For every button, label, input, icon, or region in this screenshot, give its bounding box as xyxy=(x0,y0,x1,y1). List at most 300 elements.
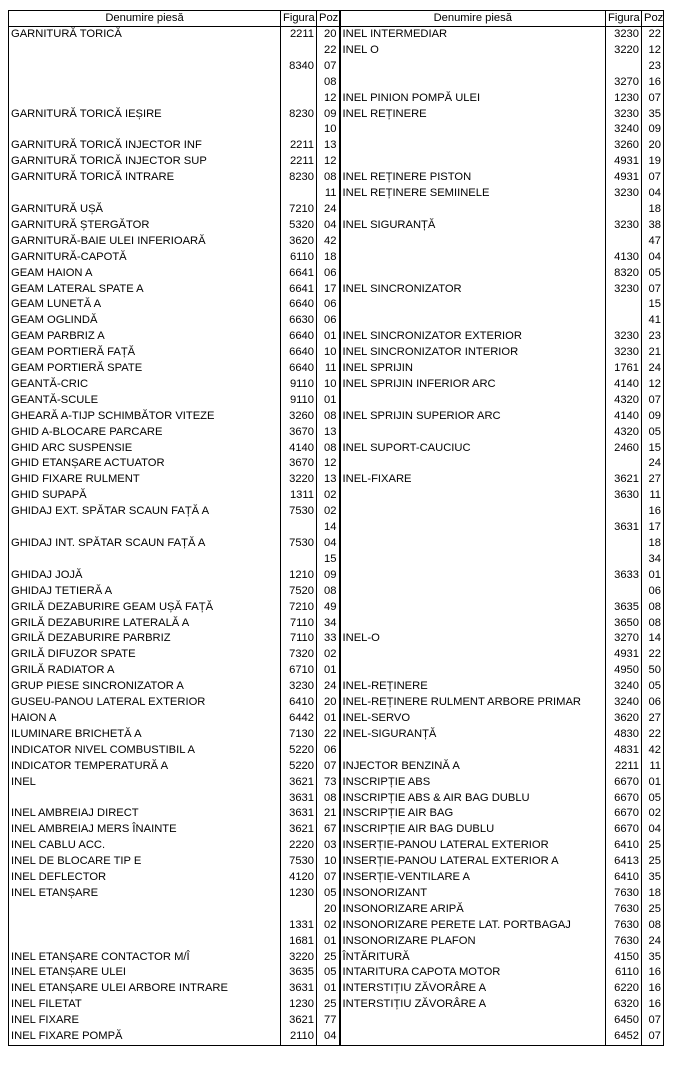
position-number: 09 xyxy=(317,568,339,584)
table-row xyxy=(340,775,664,791)
part-name: INEL FIXARE POMPĂ xyxy=(11,1030,123,1043)
figure-number: 3633 xyxy=(606,568,642,584)
part-name: GHIDAJ EXT. SPĂTAR SCAUN FAȚĂ A xyxy=(11,505,210,518)
part-name xyxy=(340,1013,606,1029)
table-row xyxy=(9,377,339,393)
position-number: 34 xyxy=(642,552,664,568)
table-row xyxy=(340,1029,664,1045)
position-number: 07 xyxy=(317,870,339,886)
figure-number xyxy=(281,186,317,202)
figure-number xyxy=(281,902,317,918)
part-name: INEL SUPORT-CAUCIUC xyxy=(342,441,471,454)
position-number: 08 xyxy=(317,75,339,91)
position-number: 18 xyxy=(642,886,664,902)
position-number: 01 xyxy=(317,981,339,997)
header-poz: Poz xyxy=(317,11,339,27)
position-number: 20 xyxy=(317,902,339,918)
part-name: GARNITURĂ ȘTERGĂTOR xyxy=(11,218,150,231)
part-name: INEL SIGURANȚĂ xyxy=(342,218,436,231)
table-row xyxy=(340,170,664,186)
position-number: 34 xyxy=(317,616,339,632)
figure-number: 3240 xyxy=(606,122,642,138)
part-name: GEANTĂ-SCULE xyxy=(11,393,99,406)
part-name: GUSEU-PANOU LATERAL EXTERIOR xyxy=(11,696,206,709)
table-row xyxy=(340,43,664,59)
figure-number xyxy=(281,552,317,568)
position-number: 03 xyxy=(317,838,339,854)
figure-number: 3631 xyxy=(606,520,642,536)
part-name: GARNITURĂ TORICĂ INTRARE xyxy=(11,171,175,184)
table-row xyxy=(9,91,339,107)
part-name: GHIDAJ JOJĂ xyxy=(11,568,83,581)
position-number: 19 xyxy=(642,154,664,170)
position-number: 18 xyxy=(642,536,664,552)
figure-number: 6640 xyxy=(281,329,317,345)
figure-number: 4130 xyxy=(606,250,642,266)
table-row xyxy=(340,266,664,282)
figure-number: 6442 xyxy=(281,711,317,727)
position-number: 35 xyxy=(642,950,664,966)
position-number: 24 xyxy=(317,202,339,218)
figure-number: 6410 xyxy=(606,838,642,854)
position-number: 07 xyxy=(317,59,339,75)
part-name: INSCRIPȚIE ABS xyxy=(342,775,431,788)
figure-number: 6110 xyxy=(281,250,317,266)
figure-number: 6410 xyxy=(281,695,317,711)
part-name xyxy=(340,488,606,504)
part-name: GRUP PIESE SINCRONIZATOR A xyxy=(11,680,184,693)
table-row xyxy=(9,218,339,234)
table-row xyxy=(340,997,664,1013)
part-name: INEL-SERVO xyxy=(342,711,411,724)
parts-table-left xyxy=(8,10,339,1046)
part-name: GEAM PORTIERĂ FAȚĂ xyxy=(11,346,136,359)
part-name: GARNITURĂ-CAPOTĂ xyxy=(11,250,127,263)
figure-number xyxy=(606,202,642,218)
part-name: INEL xyxy=(11,775,36,788)
part-name: INEL SPRIJIN xyxy=(342,362,413,375)
table-row xyxy=(9,170,339,186)
figure-number: 3621 xyxy=(281,775,317,791)
part-name: INTERSTIȚIU ZĂVORÂRE A xyxy=(342,982,487,995)
position-number: 08 xyxy=(317,409,339,425)
position-number: 22 xyxy=(317,43,339,59)
table-row xyxy=(340,488,664,504)
position-number: 07 xyxy=(642,1029,664,1045)
position-number: 11 xyxy=(317,361,339,377)
table-row xyxy=(9,154,339,170)
table-row xyxy=(340,75,664,91)
figure-number xyxy=(606,456,642,472)
figure-number: 8230 xyxy=(281,170,317,186)
figure-number: 6640 xyxy=(281,345,317,361)
figure-number: 6640 xyxy=(281,361,317,377)
table-row xyxy=(340,59,664,75)
table-row xyxy=(340,218,664,234)
part-name: GHID ARC SUSPENSIE xyxy=(11,441,133,454)
position-number: 22 xyxy=(317,727,339,743)
figure-number: 1311 xyxy=(281,488,317,504)
table-row xyxy=(340,791,664,807)
table-row xyxy=(9,488,339,504)
position-number: 07 xyxy=(642,393,664,409)
table-row xyxy=(340,186,664,202)
position-number: 38 xyxy=(642,218,664,234)
table-row xyxy=(9,266,339,282)
table-row xyxy=(340,27,664,43)
part-name xyxy=(9,59,281,75)
figure-number: 6670 xyxy=(606,775,642,791)
part-name xyxy=(340,584,606,600)
position-number: 08 xyxy=(317,441,339,457)
figure-number: 3220 xyxy=(606,43,642,59)
position-number: 23 xyxy=(642,59,664,75)
header-row xyxy=(340,11,664,27)
figure-number: 2211 xyxy=(606,759,642,775)
position-number: 09 xyxy=(317,107,339,123)
figure-number: 7630 xyxy=(606,934,642,950)
figure-number: 3621 xyxy=(281,1013,317,1029)
figure-number: 1230 xyxy=(606,91,642,107)
position-number: 02 xyxy=(317,488,339,504)
part-name xyxy=(340,568,606,584)
table-row xyxy=(340,250,664,266)
header-name: Denumire piesă xyxy=(340,11,606,27)
table-row xyxy=(9,329,339,345)
figure-number: 6641 xyxy=(281,282,317,298)
figure-number: 9110 xyxy=(281,377,317,393)
table-row xyxy=(340,409,664,425)
table-row xyxy=(340,902,664,918)
part-name: INEL DEFLECTOR xyxy=(11,871,107,884)
position-number: 05 xyxy=(642,266,664,282)
figure-number: 7520 xyxy=(281,584,317,600)
part-name: GARNITURĂ TORICĂ xyxy=(11,28,122,40)
position-number: 17 xyxy=(317,282,339,298)
parts-table-right xyxy=(339,10,665,1046)
part-name xyxy=(340,520,606,536)
figure-number: 3260 xyxy=(606,138,642,154)
position-number: 35 xyxy=(642,107,664,123)
figure-number: 4931 xyxy=(606,170,642,186)
table-row xyxy=(340,918,664,934)
figure-number: 6452 xyxy=(606,1029,642,1045)
table-row xyxy=(9,584,339,600)
figure-number: 5320 xyxy=(281,218,317,234)
table-row xyxy=(9,631,339,647)
figure-number: 7630 xyxy=(606,886,642,902)
table-row xyxy=(340,361,664,377)
figure-number: 1331 xyxy=(281,918,317,934)
part-name: INEL SPRIJIN INFERIOR ARC xyxy=(342,377,496,390)
table-row xyxy=(9,234,339,250)
part-name: INEL AMBREIAJ MERS ÎNAINTE xyxy=(11,823,177,836)
position-number: 12 xyxy=(317,154,339,170)
part-name xyxy=(340,393,606,409)
part-name: GHEARĂ A-TIJP SCHIMBĂTOR VITEZE xyxy=(11,409,215,422)
table-row xyxy=(9,202,339,218)
header-figura: Figura xyxy=(606,11,642,27)
position-number: 11 xyxy=(317,186,339,202)
table-row xyxy=(9,297,339,313)
table-row xyxy=(9,934,339,950)
header-name: Denumire piesă xyxy=(9,11,281,27)
table-row xyxy=(9,806,339,822)
part-name: INSCRIPȚIE AIR BAG xyxy=(342,807,454,820)
table-row xyxy=(340,520,664,536)
position-number: 05 xyxy=(642,425,664,441)
part-name xyxy=(340,1029,606,1045)
position-number: 02 xyxy=(317,918,339,934)
position-number: 08 xyxy=(642,616,664,632)
figure-number: 2211 xyxy=(281,154,317,170)
figure-number: 3230 xyxy=(606,107,642,123)
part-name: INEL O xyxy=(342,43,379,56)
position-number: 17 xyxy=(642,520,664,536)
part-name xyxy=(9,43,281,59)
figure-number: 2211 xyxy=(281,27,317,43)
part-name: INEL AMBREIAJ DIRECT xyxy=(11,807,139,820)
part-name: HAION A xyxy=(11,711,57,724)
position-number: 02 xyxy=(317,504,339,520)
table-row xyxy=(9,600,339,616)
table-row xyxy=(340,393,664,409)
figure-number: 4830 xyxy=(606,727,642,743)
position-number: 22 xyxy=(642,27,664,43)
part-name: INSERȚIE-PANOU LATERAL EXTERIOR xyxy=(342,839,549,852)
part-name xyxy=(340,536,606,552)
figure-number: 7530 xyxy=(281,536,317,552)
table-row xyxy=(9,425,339,441)
table-row xyxy=(9,138,339,154)
figure-number: 7130 xyxy=(281,727,317,743)
position-number: 20 xyxy=(317,27,339,43)
position-number: 42 xyxy=(317,234,339,250)
part-name: INEL PINION POMPĂ ULEI xyxy=(342,91,481,104)
figure-number: 1681 xyxy=(281,934,317,950)
part-name: INEL-O xyxy=(342,632,380,645)
position-number: 02 xyxy=(642,806,664,822)
figure-number: 3230 xyxy=(606,329,642,345)
part-name xyxy=(9,934,281,950)
position-number: 04 xyxy=(317,218,339,234)
table-row xyxy=(9,107,339,123)
table-row xyxy=(9,552,339,568)
table-row xyxy=(9,568,339,584)
position-number: 08 xyxy=(317,584,339,600)
position-number: 27 xyxy=(642,472,664,488)
part-name xyxy=(340,266,606,282)
part-name: INDICATOR TEMPERATURĂ A xyxy=(11,759,169,772)
position-number: 67 xyxy=(317,822,339,838)
table-row xyxy=(340,806,664,822)
table-row xyxy=(340,616,664,632)
position-number: 16 xyxy=(642,75,664,91)
position-number: 22 xyxy=(642,727,664,743)
table-row xyxy=(340,727,664,743)
table-row xyxy=(340,568,664,584)
part-name xyxy=(9,122,281,138)
position-number: 25 xyxy=(642,902,664,918)
figure-number: 7210 xyxy=(281,600,317,616)
part-name: GHIDAJ TETIERĂ A xyxy=(11,584,113,597)
position-number: 12 xyxy=(317,91,339,107)
position-number: 08 xyxy=(317,791,339,807)
position-number: 06 xyxy=(317,297,339,313)
part-name: INEL ETANȘARE CONTACTOR M/Î xyxy=(11,950,190,963)
figure-number xyxy=(281,122,317,138)
figure-number: 2220 xyxy=(281,838,317,854)
position-number: 47 xyxy=(642,234,664,250)
table-row xyxy=(340,536,664,552)
part-name: GARNITURĂ TORICĂ INJECTOR INF xyxy=(11,139,202,152)
part-name: INEL CABLU ACC. xyxy=(11,839,106,852)
position-number: 25 xyxy=(642,838,664,854)
position-number: 21 xyxy=(317,806,339,822)
part-name xyxy=(340,202,606,218)
figure-number: 7210 xyxy=(281,202,317,218)
table-row xyxy=(9,345,339,361)
figure-number: 7530 xyxy=(281,504,317,520)
position-number: 25 xyxy=(642,854,664,870)
position-number: 10 xyxy=(317,854,339,870)
part-name: GRILĂ DEZABURIRE PARBRIZ xyxy=(11,632,171,645)
part-name xyxy=(340,504,606,520)
table-row xyxy=(9,472,339,488)
header-poz: Poz xyxy=(642,11,664,27)
figure-number: 3670 xyxy=(281,456,317,472)
figure-number: 3270 xyxy=(606,75,642,91)
table-row xyxy=(340,838,664,854)
figure-number: 6410 xyxy=(606,870,642,886)
figure-number: 2460 xyxy=(606,441,642,457)
position-number: 04 xyxy=(317,536,339,552)
figure-number xyxy=(606,59,642,75)
figure-number: 2211 xyxy=(281,138,317,154)
table-row xyxy=(340,377,664,393)
position-number: 18 xyxy=(642,202,664,218)
position-number: 10 xyxy=(317,122,339,138)
table-row xyxy=(340,695,664,711)
figure-number xyxy=(281,75,317,91)
figure-number: 7630 xyxy=(606,918,642,934)
figure-number xyxy=(606,584,642,600)
table-row xyxy=(340,663,664,679)
part-name xyxy=(340,297,606,313)
table-row xyxy=(9,1013,339,1029)
part-name: INEL-REȚINERE xyxy=(342,680,428,693)
part-name: GRILĂ RADIATOR A xyxy=(11,664,115,677)
part-name: INSONORIZANT xyxy=(342,886,428,899)
parts-index xyxy=(8,10,664,1046)
position-number: 23 xyxy=(642,329,664,345)
position-number: 16 xyxy=(642,997,664,1013)
part-name xyxy=(340,600,606,616)
part-name: INEL REȚINERE PISTON xyxy=(342,171,472,184)
table-row xyxy=(9,997,339,1013)
table-row xyxy=(9,902,339,918)
figure-number: 6670 xyxy=(606,791,642,807)
part-name: GEAM LATERAL SPATE A xyxy=(11,282,144,295)
part-name xyxy=(340,616,606,632)
table-row xyxy=(340,1013,664,1029)
table-row xyxy=(9,838,339,854)
position-number: 24 xyxy=(317,679,339,695)
part-name: GRILĂ DEZABURIRE LATERALĂ A xyxy=(11,616,190,629)
part-name: INTARITURA CAPOTA MOTOR xyxy=(342,966,501,979)
position-number: 13 xyxy=(317,138,339,154)
part-name: INEL FIXARE xyxy=(11,1014,79,1027)
position-number: 01 xyxy=(642,775,664,791)
table-row xyxy=(9,361,339,377)
table-row xyxy=(340,981,664,997)
figure-number: 3650 xyxy=(606,616,642,632)
figure-number: 4931 xyxy=(606,647,642,663)
part-name: INEL INTERMEDIAR xyxy=(342,28,448,40)
figure-number: 6710 xyxy=(281,663,317,679)
table-row xyxy=(9,822,339,838)
position-number: 24 xyxy=(642,361,664,377)
position-number: 01 xyxy=(317,393,339,409)
part-name: INSCRIPȚIE ABS & AIR BAG DUBLU xyxy=(342,791,530,804)
position-number: 15 xyxy=(317,552,339,568)
table-row xyxy=(340,234,664,250)
table-row xyxy=(340,91,664,107)
position-number: 01 xyxy=(317,329,339,345)
part-name: GARNITURĂ-BAIE ULEI INFERIOARĂ xyxy=(11,234,206,247)
part-name xyxy=(340,250,606,266)
part-name: GEAM LUNETĂ A xyxy=(11,298,102,311)
header-row xyxy=(9,11,339,27)
position-number: 12 xyxy=(642,377,664,393)
table-row xyxy=(9,965,339,981)
position-number: 09 xyxy=(642,409,664,425)
table-row xyxy=(340,107,664,123)
figure-number: 7110 xyxy=(281,631,317,647)
figure-number: 1761 xyxy=(606,361,642,377)
position-number: 11 xyxy=(642,759,664,775)
part-name xyxy=(9,75,281,91)
table-row xyxy=(9,695,339,711)
header-figura: Figura xyxy=(281,11,317,27)
table-row xyxy=(340,202,664,218)
position-number: 14 xyxy=(317,520,339,536)
figure-number: 3240 xyxy=(606,679,642,695)
table-row xyxy=(340,965,664,981)
table-row xyxy=(9,918,339,934)
figure-number: 4140 xyxy=(281,441,317,457)
table-row xyxy=(9,679,339,695)
position-number: 07 xyxy=(642,170,664,186)
table-row xyxy=(9,250,339,266)
figure-number: 6413 xyxy=(606,854,642,870)
part-name xyxy=(340,663,606,679)
table-row xyxy=(340,934,664,950)
table-row xyxy=(340,504,664,520)
table-row xyxy=(340,313,664,329)
figure-number: 3220 xyxy=(281,472,317,488)
position-number: 10 xyxy=(317,345,339,361)
table-row xyxy=(340,329,664,345)
position-number: 06 xyxy=(642,695,664,711)
part-name xyxy=(9,918,281,934)
table-row xyxy=(340,472,664,488)
position-number: 05 xyxy=(317,886,339,902)
position-number: 04 xyxy=(317,1029,339,1045)
figure-number: 3620 xyxy=(606,711,642,727)
figure-number: 3620 xyxy=(281,234,317,250)
position-number: 21 xyxy=(642,345,664,361)
